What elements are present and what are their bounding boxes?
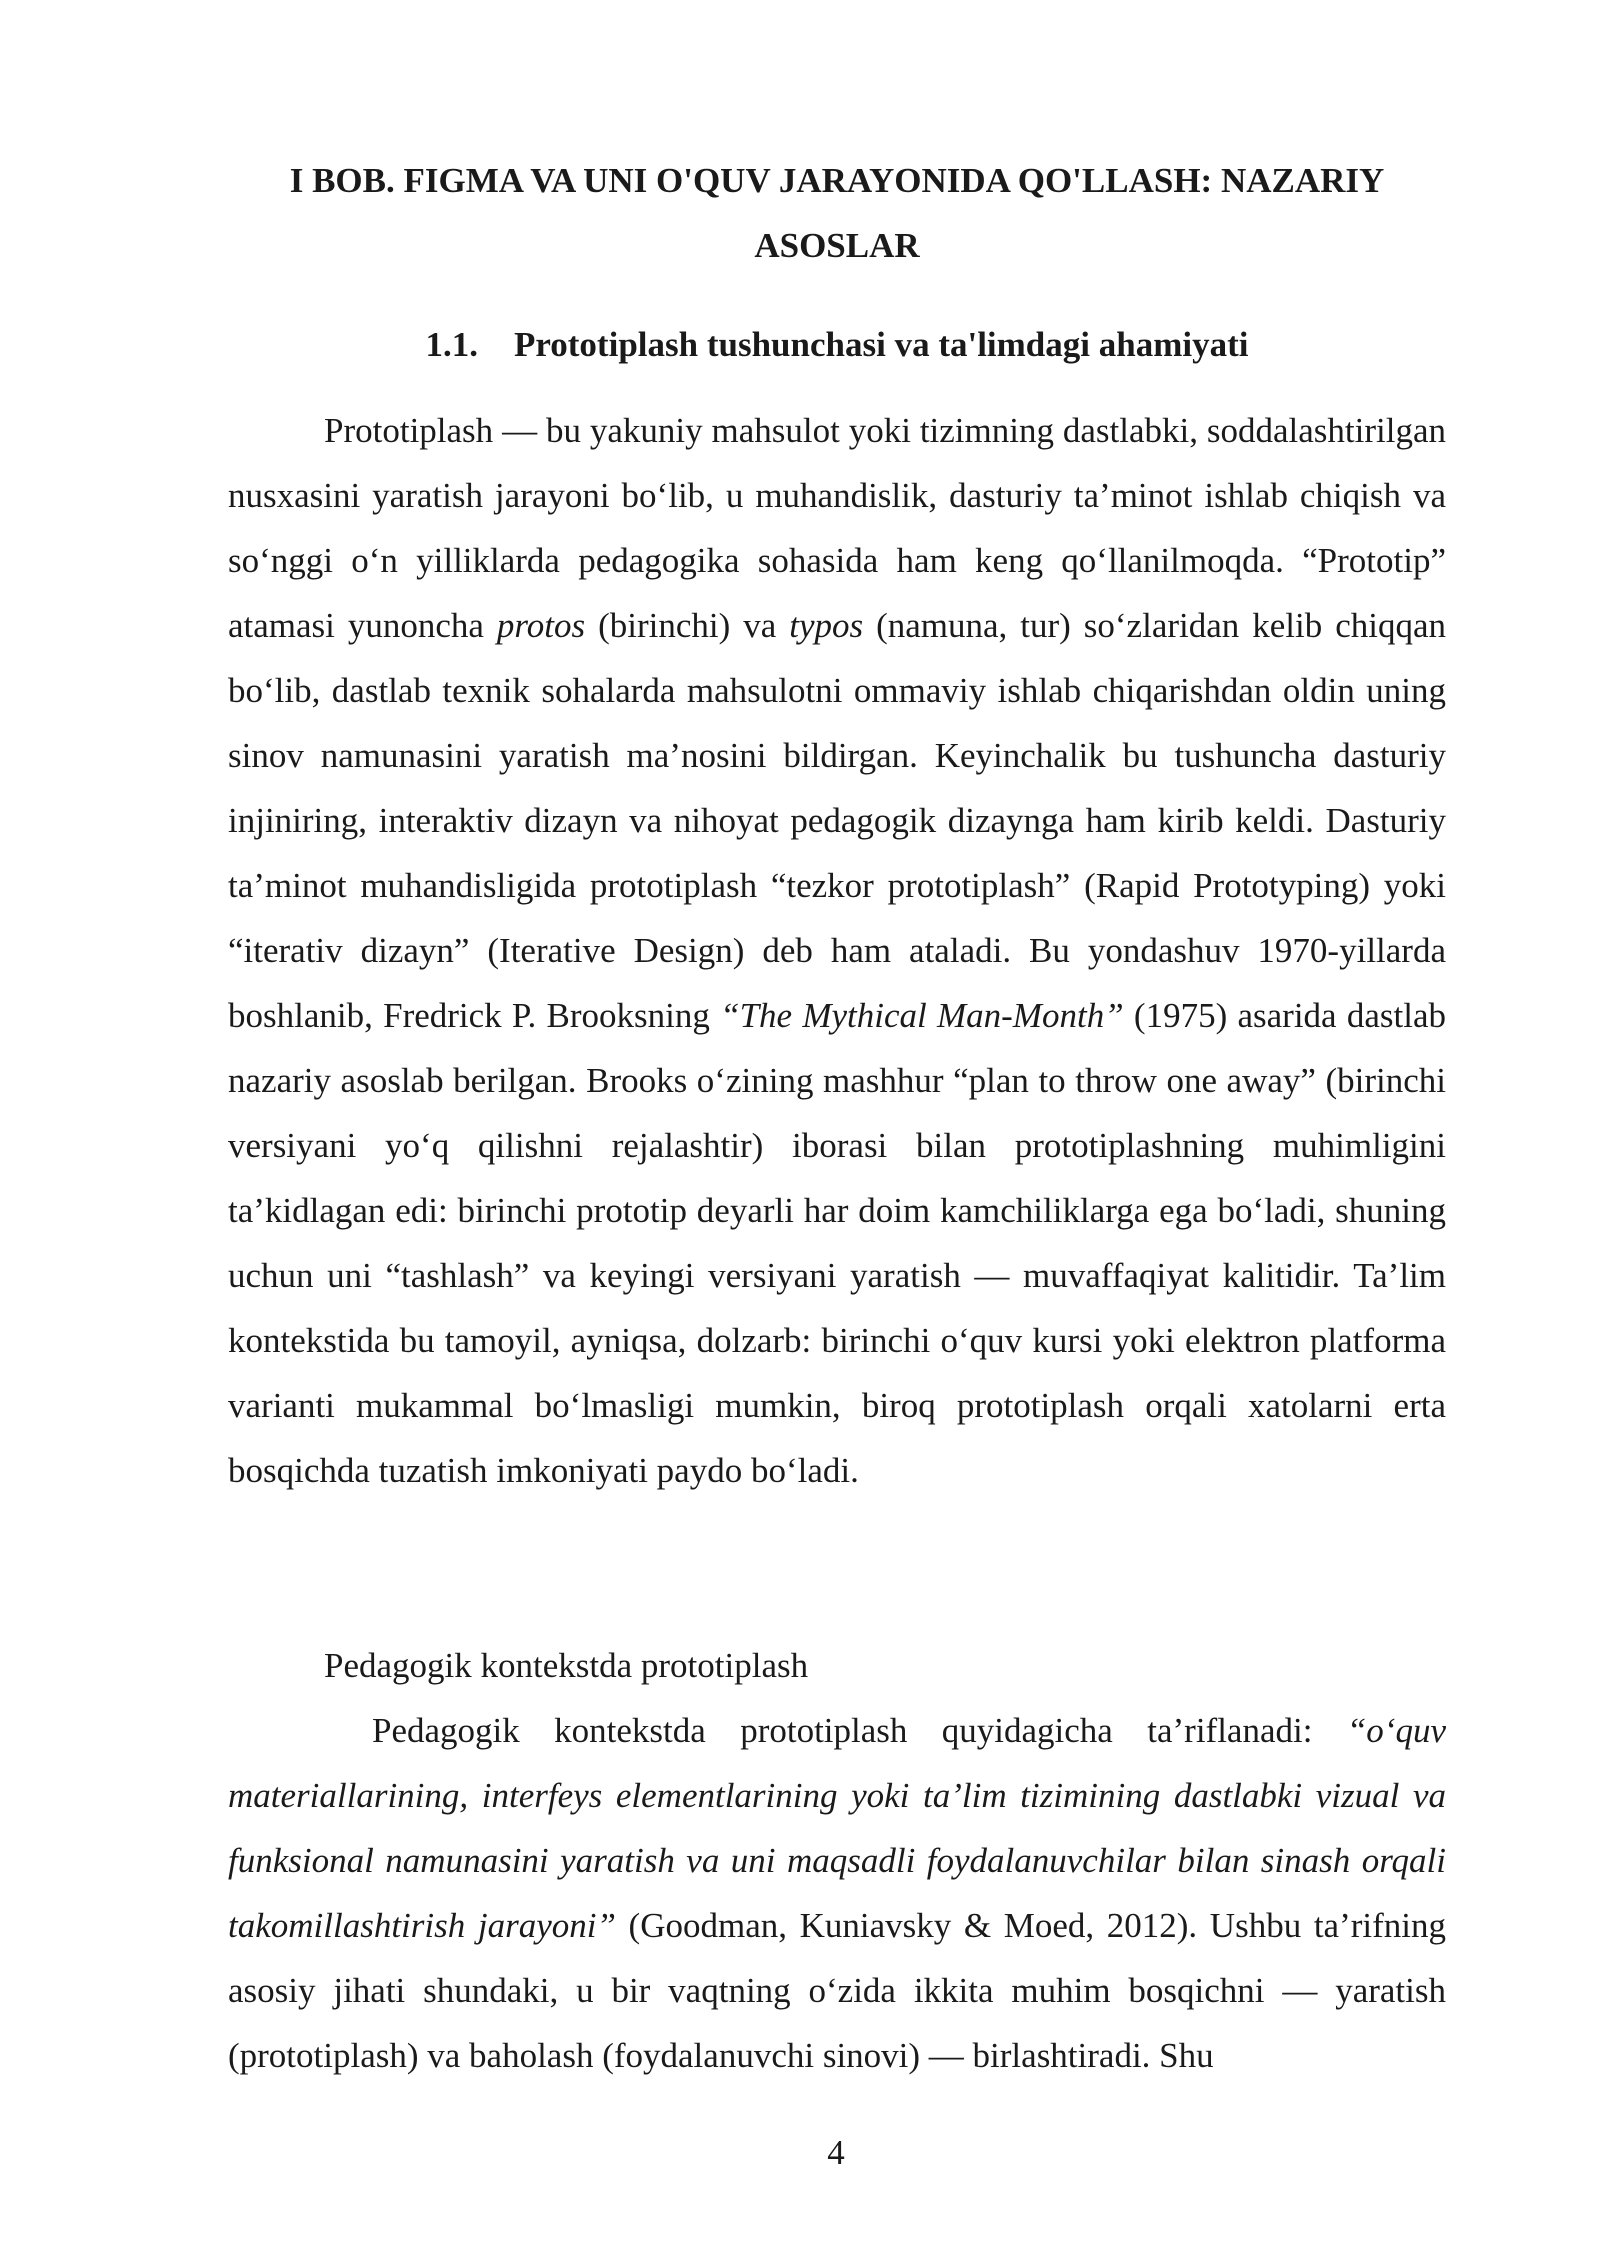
subheading: Pedagogik kontekstda prototiplash: [324, 1646, 809, 1685]
chapter-title-line-2: ASOSLAR: [754, 226, 920, 265]
chapter-title: [228, 148, 1446, 278]
section-heading: [228, 312, 1446, 377]
italic-term: protos: [496, 606, 586, 645]
body-paragraph-2: [228, 1698, 1446, 2088]
italic-term: typos: [789, 606, 864, 645]
text-run: (Goodman, Kuniavsky & Moed, 2012). Ushbu ta’rifning asosiy jihati shundaki, u bir vaqtning o‘zida ikkita muhim bosqichni — yaratish (prototiplash) va baholash (foydalanuvchi sinovi) — birlashtiradi. Shu: [228, 1906, 1446, 2075]
italic-definition-quote: “o‘quv materiallarining, interfeys elementlarining yoki ta’lim tizimining dastlabki vizual va funksional namunasini yaratish va uni maqsadli foydalanuvchilar bilan sinash orqali takomillashtirish jarayoni”: [228, 1711, 1446, 1945]
page-number: 4: [827, 2133, 845, 2172]
body-paragraph-1: [228, 398, 1446, 1503]
text-run: (1975) asarida dastlab nazariy asoslab berilgan. Brooks o‘zining mashhur “plan to throw one away” (birinchi versiyani yo‘q qilishni rejalashtir) iborasi bilan prototiplashning muhimligini ta’kidlagan edi: birinchi prototip deyarli har doim kamchiliklarga ega bo‘ladi, shuning uchun uni “tashlash” va keyingi versiyani yaratish — muvaffaqiyat kalitidir. Ta’lim kontekstida bu tamoyil, ayniqsa, dolzarb: birinchi o‘quv kursi yoki elektron platforma varianti mukammal bo‘lmasligi mumkin, biroq prototiplash orqali xatolarni erta bosqichda tuzatish imkoniyati paydo bo‘ladi.: [228, 996, 1446, 1490]
text-run: (namuna, tur) so‘zlaridan kelib chiqqan bo‘lib, dastlab texnik sohalarda mahsulotni ommaviy ishlab chiqarishdan oldin uning sinov namunasini yaratish ma’nosini bildirgan. Keyinchalik bu tushuncha dasturiy injiniring, interaktiv dizayn va nihoyat pedagogik dizaynga ham kirib keldi. Dasturiy ta’minot muhandisligida prototiplash “tezkor prototiplash” (Rapid Prototyping) yoki “iterativ dizayn” (Iterative Design) deb ham ataladi. Bu yondashuv 1970-yillarda boshlanib, Fredrick P. Brooksning: [228, 606, 1446, 1035]
text-run: (birinchi) va: [585, 606, 790, 645]
chapter-title-line-1: I BOB. FIGMA VA UNI O'QUV JARAYONIDA QO'LLASH: NAZARIY: [289, 161, 1385, 200]
italic-book-title: “The Mythical Man-Month”: [720, 996, 1124, 1035]
text-run: Prototiplash — bu yakuniy mahsulot yoki tizimning dastlabki, soddalashtirilgan nusxasini yaratish jarayoni bo‘lib, u muhandislik, dasturiy ta’minot ishlab chiqish va so‘nggi o‘n yilliklarda pedagogika sohasida ham keng qo‘llanilmoqda. “Prototip” atamasi yunoncha: [228, 411, 1446, 645]
section-number: 1.1.: [425, 325, 478, 364]
text-run: Pedagogik kontekstda prototiplash quyidagicha ta’riflanadi:: [372, 1711, 1347, 1750]
section-title: Prototiplash tushunchasi va ta'limdagi ahamiyati: [514, 325, 1249, 364]
